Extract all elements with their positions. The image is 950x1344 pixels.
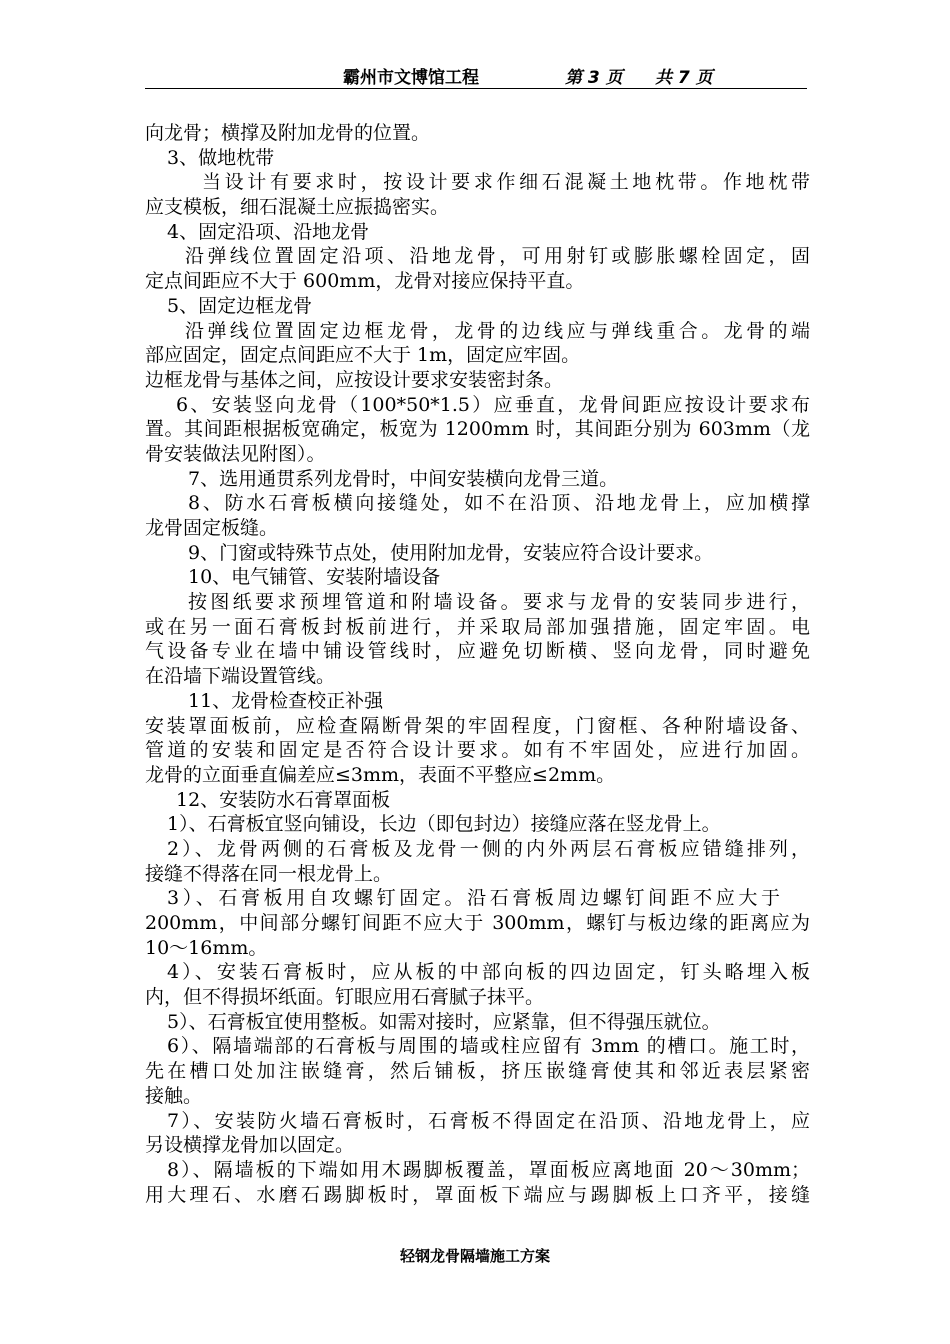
text-line: 另设横撑龙骨加以固定。 <box>145 1134 355 1157</box>
text-line: 沿弹线位置固定边框龙骨，龙骨的边线应与弹线重合。龙骨的端 <box>185 319 810 342</box>
text-line: 2）、龙骨两侧的石膏板及龙骨一侧的内外两层石膏板应错缝排列， <box>167 837 810 860</box>
header-total-pages: 共 7 页 <box>655 68 713 88</box>
text-line: 或在另一面石膏板封板前进行，并采取局部加强措施，固定牢固。电 <box>145 615 810 638</box>
text-line: 6、安装竖向龙骨（100*50*1.5）应垂直，龙骨间距应按设计要求布 <box>176 393 810 416</box>
text-line: 在沿墙下端设置管线。 <box>145 665 336 688</box>
text-line: 当设计有要求时，按设计要求作细石混凝土地枕带。作地枕带 <box>202 171 810 194</box>
text-line: 用大理石、水磨石踢脚板时，罩面板下端应与踢脚板上口齐平，接缝 <box>145 1183 810 1206</box>
text-line: 1）、石膏板宜竖向铺设，长边（即包封边）接缝应落在竖龙骨上。 <box>167 813 721 836</box>
header-title: 霸州市文博馆工程 <box>343 68 479 88</box>
text-line: 先在槽口处加注嵌缝膏，然后铺板，挤压嵌缝膏使其和邻近表层紧密 <box>145 1060 810 1083</box>
text-line: 6）、隔墙端部的石膏板与周围的墙或柱应留有 3mm 的槽口。施工时， <box>167 1035 810 1058</box>
text-line: 9、门窗或特殊节点处，使用附加龙骨，安装应符合设计要求。 <box>188 541 714 564</box>
text-line: 接触。 <box>145 1084 203 1107</box>
text-line: 7）、安装防火墙石膏板时，石膏板不得固定在沿顶、沿地龙骨上，应 <box>167 1109 810 1132</box>
text-line: 12、安装防水石膏罩面板 <box>176 788 391 811</box>
text-line: 气设备专业在墙中铺设管线时，应避免切断横、竖向龙骨，同时避免 <box>145 640 810 663</box>
page-header <box>145 63 807 87</box>
text-line: 3）、石膏板用自攻螺钉固定。沿石膏板周边螺钉间距不应大于 <box>167 887 780 910</box>
text-line: 8）、隔墙板的下端如用木踢脚板覆盖，罩面板应离地面 20～30mm； <box>167 1158 810 1181</box>
text-line: 龙骨的立面垂直偏差应≤3mm，表面不平整应≤2mm。 <box>145 763 616 786</box>
text-line: 接缝不得落在同一根龙骨上。 <box>145 862 393 885</box>
text-line: 部应固定，固定点间距应不大于 1m，固定应牢固。 <box>145 344 581 367</box>
text-line: 置。其间距根据板宽确定，板宽为 1200mm 时，其间距分别为 603mm（龙 <box>145 418 810 441</box>
body-text <box>145 121 810 1207</box>
text-line: 7、选用通贯系列龙骨时，中间安装横向龙骨三道。 <box>188 467 619 490</box>
text-line: 8、防水石膏板横向接缝处，如不在沿顶、沿地龙骨上，应加横撑 <box>188 492 810 515</box>
text-line: 骨安装做法见附图）。 <box>145 442 326 465</box>
text-line: 4、固定沿项、沿地龙骨 <box>167 220 370 243</box>
text-line: 内，但不得损坏纸面。钉眼应用石膏腻子抹平。 <box>145 986 545 1009</box>
text-line: 5、固定边框龙骨 <box>167 294 313 317</box>
text-line: 安装罩面板前，应检查隔断骨架的牢固程度，门窗框、各种附墙设备、 <box>145 714 810 737</box>
text-line: 11、龙骨检查校正补强 <box>188 689 384 712</box>
text-line: 边框龙骨与基体之间，应按设计要求安装密封条。 <box>145 368 564 391</box>
text-line: 沿弹线位置固定沿项、沿地龙骨，可用射钉或膨胀螺栓固定，固 <box>185 245 810 268</box>
header-rule <box>145 88 807 89</box>
text-line: 3、做地枕带 <box>167 146 275 169</box>
text-line: 定点间距应不大于 600mm，龙骨对接应保持平直。 <box>145 270 585 293</box>
text-line: 按图纸要求预埋管道和附墙设备。要求与龙骨的安装同步进行， <box>188 591 810 614</box>
text-line: 管道的安装和固定是否符合设计要求。如有不牢固处，应进行加固。 <box>145 739 810 762</box>
text-line: 向龙骨；横撑及附加龙骨的位置。 <box>145 122 431 144</box>
text-line: 10、电气铺管、安装附墙设备 <box>188 566 441 589</box>
text-line: 应支模板，细石混凝土应振捣密实。 <box>145 196 450 219</box>
text-line: 200mm，中间部分螺钉间距不应大于 300mm，螺钉与板边缘的距离应为 <box>145 912 810 934</box>
page-footer: 轻钢龙骨隔墙施工方案 <box>399 1247 550 1265</box>
text-line: 10～16mm。 <box>145 936 268 959</box>
header-page-number: 第 3 页 <box>565 68 623 88</box>
text-line: 龙骨固定板缝。 <box>145 517 279 539</box>
text-line: 5）、石膏板宜使用整板。如需对接时，应紧靠，但不得强压就位。 <box>167 1010 721 1033</box>
text-line: 4）、安装石膏板时，应从板的中部向板的四边固定，钉头略埋入板 <box>167 961 810 984</box>
